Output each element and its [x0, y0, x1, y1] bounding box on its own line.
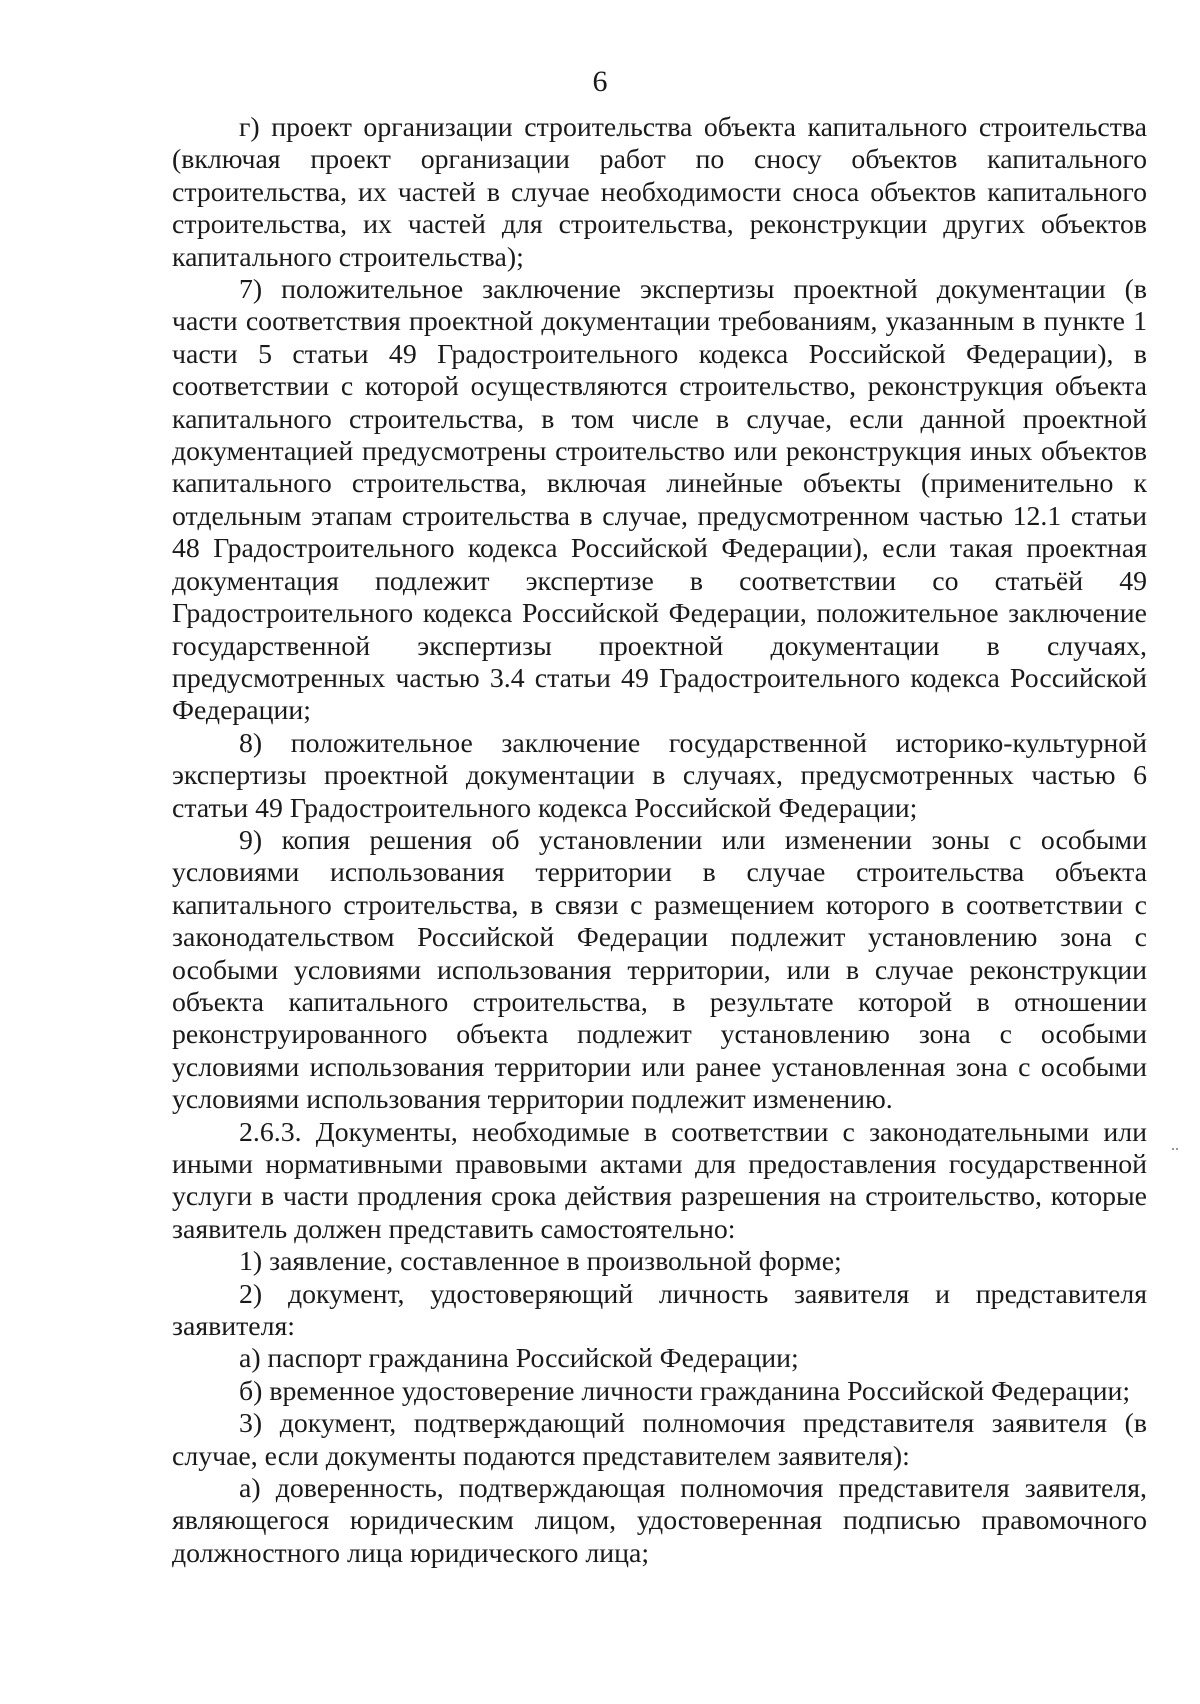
document-body — [172, 112, 1147, 1570]
paragraph-item-1: 1) заявление, составленное в произвольной форме; — [239, 1246, 842, 1278]
paragraph-item-2a: а) паспорт гражданина Российской Федерации; — [239, 1343, 799, 1375]
paragraph-item-3a: а) доверенность, подтверждающая полномочия представителя заявителя, являющегося юридическим лицом, удостоверенная подписью правомочного должностного лица юридического лица; — [172, 1473, 1147, 1569]
paragraph-item-g: г) проект организации строительства объекта капитального строительства (включая проект организации работ по сносу объектов капитального строительства, их частей в случае необходимости сноса объектов капитального строительства, их частей для строительства, реконструкции других объектов капитального строительства); — [172, 112, 1147, 273]
paragraph-item-2b: б) временное удостоверение личности гражданина Российской Федерации; — [239, 1375, 1131, 1407]
paragraph-item-2: 2) документ, удостоверяющий личность заявителя и представителя заявителя: — [172, 1278, 1147, 1343]
page-number: 6 — [592, 65, 608, 98]
paragraph-item-7: 7) положительное заключение экспертизы проектной документации (в части соответствия проектной документации требованиям, указанным в пункте 1 части 5 статьи 49 Градостроительного кодекса Российской Федерации), в соответствии с которой осуществляются строительство, реконструкция объекта капитального строительства, в том числе в случае, если данной проектной документацией предусмотрены строительство или реконструкция иных объектов капитального строительства, включая линейные объекты (применительно к отдельным этапам строительства в случае, предусмотренном частью 12.1 статьи 48 Градостроительного кодекса Российской Федерации), если такая проектная документация подлежит экспертизе в соответствии со статьёй 49 Градостроительного кодекса Российской Федерации, положительное заключение государственной экспертизы проектной документации в случаях, предусмотренных частью 3.4 статьи 49 Градостроительного кодекса Российской Федерации; — [172, 274, 1147, 727]
paragraph-item-3: 3) документ, подтверждающий полномочия представителя заявителя (в случае, если документы подаются представителем заявителя): — [172, 1408, 1147, 1472]
paragraph-section-2-6-3: 2.6.3. Документы, необходимые в соответствии с законодательными или иными нормативными правовыми актами для предоставления государственной услуги в части продления срока действия разрешения на строительство, которые заявитель должен представить самостоятельно: — [172, 1116, 1147, 1245]
scan-speck — [1172, 1148, 1178, 1151]
paragraph-item-9: 9) копия решения об установлении или изменении зоны с особыми условиями использования территории в случае строительства объекта капитального строительства, в связи с размещением которого в соответствии с законодательством Российской Федерации подлежит установлению зона с особыми условиями использования территории, или в случае реконструкции объекта капитального строительства, в результате которой в отношении реконструированного объекта подлежит установлению зона с особыми условиями использования территории или ранее установленная зона с особыми условиями использования территории подлежит изменению. — [172, 824, 1147, 1116]
paragraph-item-8: 8) положительное заключение государственной историко-культурной экспертизы проектной документации в случаях, предусмотренных частью 6 статьи 49 Градостроительного кодекса Российской Федерации; — [172, 727, 1147, 824]
